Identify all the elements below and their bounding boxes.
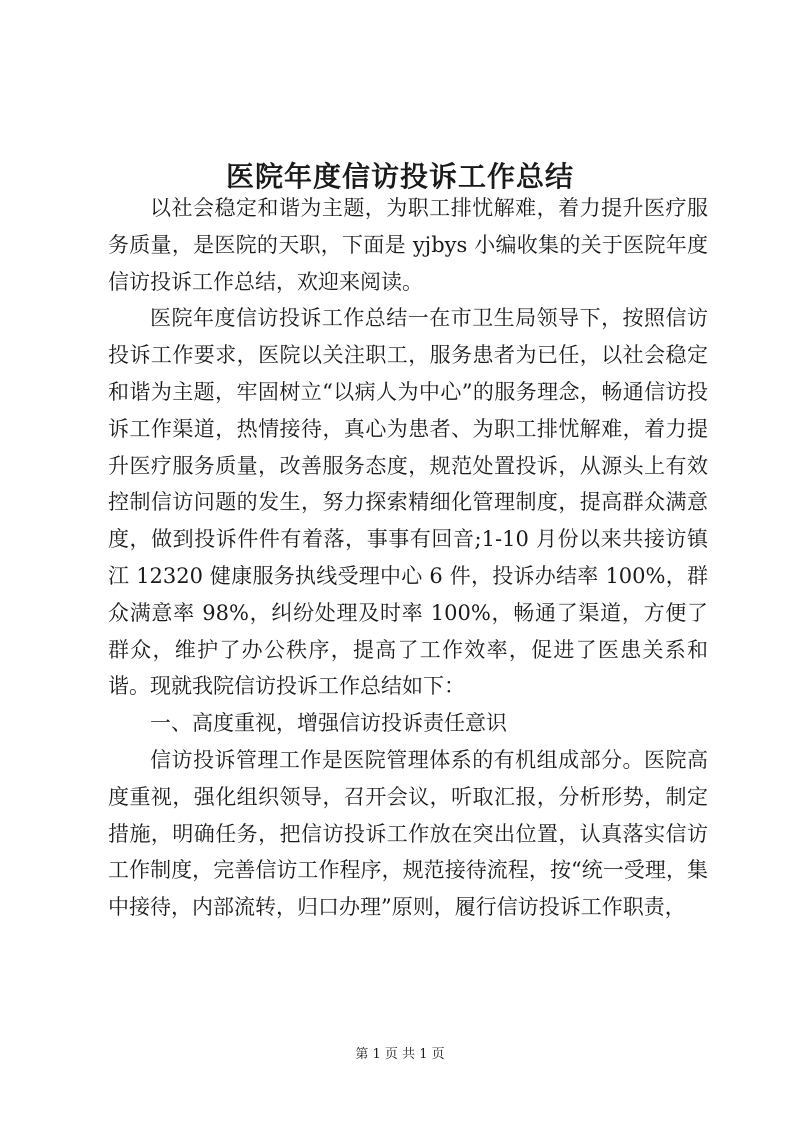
- section-heading-1: 一、高度重视，增强信访投诉责任意识: [150, 711, 507, 736]
- document-title: 医院年度信访投诉工作总结: [225, 159, 574, 193]
- document-body: [108, 190, 708, 926]
- summary-paragraph: 医院年度信访投诉工作总结一在市卫生局领导下，按照信访投诉工作要求，医院以关注职工，服务患者为已任，以社会稳定和谐为主题，牢固树立“以病人为中心”的服务理念，畅通信访投诉工作渠道，热情接待，真心为患者、为职工排忧解难，着力提升医疗服务质量，改善服务态度，规范处置投诉，从源头上有效控制信访问题的发生，努力探索精细化管理制度，提高群众满意度，做到投诉件件有着落，事事有回音;1-10 月份以来共接访镇江 12320 健康服务执线受理中心 6 件，投诉办结率 100%，群众满意率 98%，纠纷处理及时率 100%，畅通了渠道，方便了群众，维护了办公秩序，提高了工作效率，促进了医患关系和谐。现就我院信访投诉工作总结如下：: [108, 306, 708, 699]
- section-1-paragraph: 信访投诉管理工作是医院管理体系的有机组成部分。医院高度重视，强化组织领导，召开会议，听取汇报，分析形势，制定措施，明确任务，把信访投诉工作放在突出位置，认真落实信访工作制度，完善信访工作程序，规范接待流程，按“统一受理，集中接待，内部流转，归口办理”原则，履行信访投诉工作职责，: [108, 747, 708, 920]
- intro-paragraph: 以社会稳定和谐为主题，为职工排忧解难，着力提升医疗服务质量，是医院的天职，下面是 yjbys 小编收集的关于医院年度信访投诉工作总结，欢迎来阅读。: [108, 196, 708, 294]
- page-footer: 第 1 页 共 1 页: [355, 1047, 445, 1062]
